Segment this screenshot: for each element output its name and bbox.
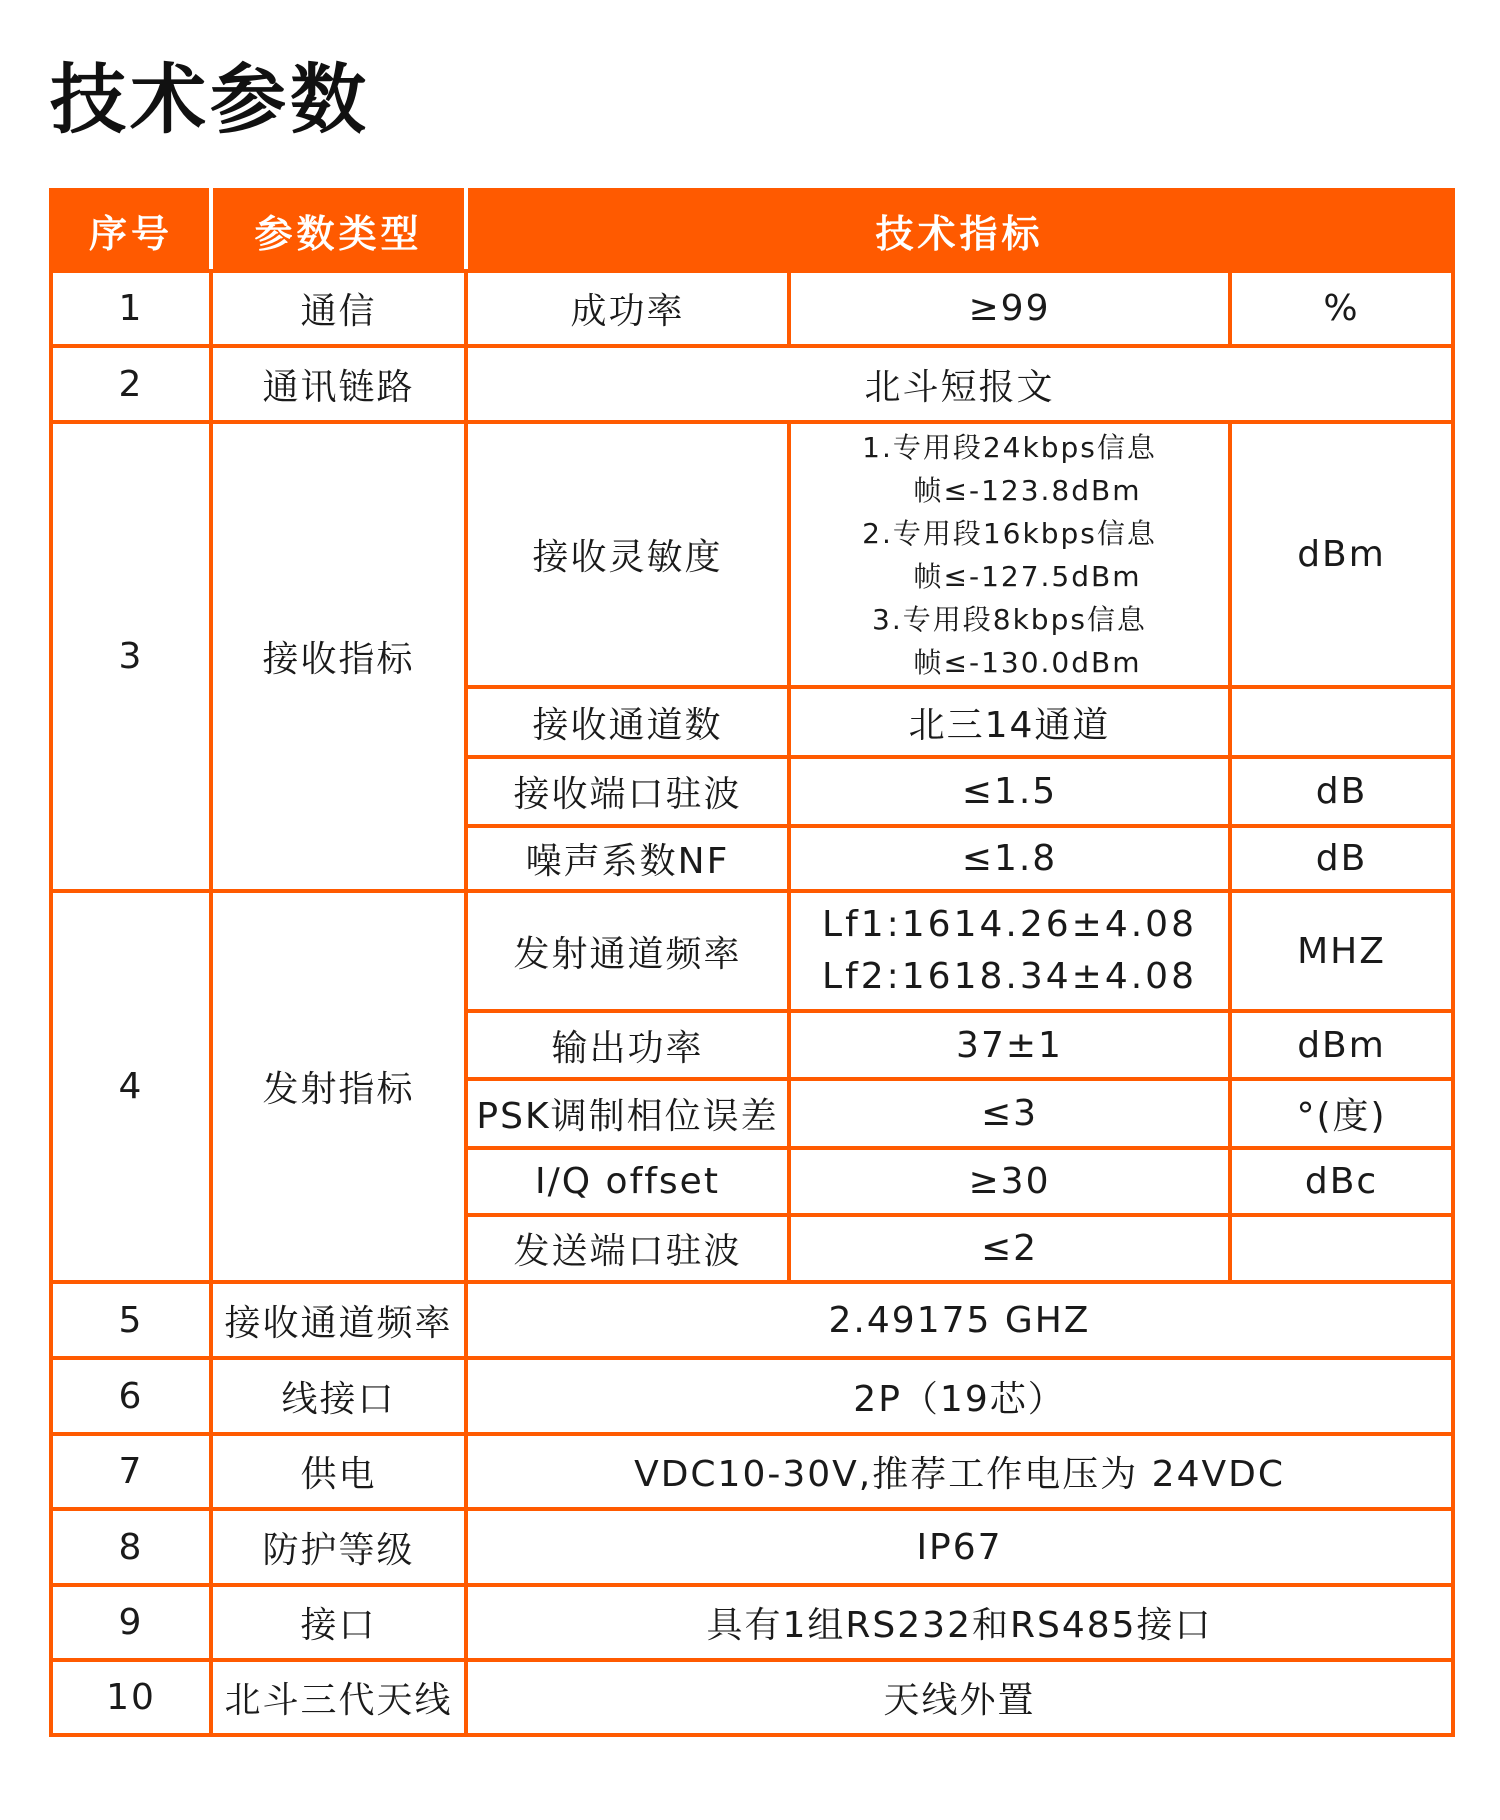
param-unit bbox=[1230, 687, 1453, 757]
table-header-row bbox=[51, 190, 1453, 271]
table-row bbox=[51, 422, 1453, 687]
freq-value bbox=[789, 891, 1230, 1011]
param-value: ≤1.8 bbox=[789, 826, 1230, 891]
param-value: 北三14通道 bbox=[789, 687, 1230, 757]
param-name: 输出功率 bbox=[466, 1011, 789, 1079]
row-type: 接收通道频率 bbox=[211, 1282, 466, 1358]
sensitivity-line: 帧≤-127.5dBm bbox=[913, 559, 1142, 593]
param-value: ≤3 bbox=[789, 1079, 1230, 1148]
row-no: 7 bbox=[51, 1434, 211, 1509]
sensitivity-line: 帧≤-123.8dBm bbox=[913, 473, 1142, 507]
row-value: 北斗短报文 bbox=[466, 346, 1453, 422]
param-unit: dBc bbox=[1230, 1148, 1453, 1215]
row-value: 具有1组RS232和RS485接口 bbox=[466, 1585, 1453, 1660]
param-unit: MHZ bbox=[1230, 891, 1453, 1011]
row-type: 接口 bbox=[211, 1585, 466, 1660]
param-name: 噪声系数NF bbox=[466, 826, 789, 891]
table-row bbox=[51, 1509, 1453, 1585]
header-type: 参数类型 bbox=[211, 190, 466, 271]
row-type: 线接口 bbox=[211, 1358, 466, 1434]
param-name: I/Q offset bbox=[466, 1148, 789, 1215]
table-row bbox=[51, 271, 1453, 346]
param-value: 37±1 bbox=[789, 1011, 1230, 1079]
param-value: ≥30 bbox=[789, 1148, 1230, 1215]
param-unit: % bbox=[1230, 271, 1453, 346]
table-row bbox=[51, 1434, 1453, 1509]
row-no: 9 bbox=[51, 1585, 211, 1660]
sensitivity-line: 2.专用段16kbps信息 bbox=[862, 516, 1157, 550]
row-type: 接收指标 bbox=[211, 422, 466, 891]
row-type: 北斗三代天线 bbox=[211, 1660, 466, 1735]
row-no: 2 bbox=[51, 346, 211, 422]
row-no: 4 bbox=[51, 891, 211, 1282]
table-row bbox=[51, 1358, 1453, 1434]
freq-line: Lf2:1618.34±4.08 bbox=[822, 956, 1197, 997]
header-spec: 技术指标 bbox=[466, 190, 1453, 271]
param-name: 接收端口驻波 bbox=[466, 757, 789, 826]
param-unit: dB bbox=[1230, 757, 1453, 826]
sensitivity-line: 帧≤-130.0dBm bbox=[913, 645, 1142, 679]
param-value: ≥99 bbox=[789, 271, 1230, 346]
param-name: 发射通道频率 bbox=[466, 891, 789, 1011]
param-value: ≤1.5 bbox=[789, 757, 1230, 826]
table-row bbox=[51, 346, 1453, 422]
param-unit bbox=[1230, 1215, 1453, 1282]
param-name: 接收通道数 bbox=[466, 687, 789, 757]
param-name: 发送端口驻波 bbox=[466, 1215, 789, 1282]
table-row bbox=[51, 1660, 1453, 1735]
param-value: ≤2 bbox=[789, 1215, 1230, 1282]
param-name: 成功率 bbox=[466, 271, 789, 346]
row-no: 3 bbox=[51, 422, 211, 891]
row-value: 天线外置 bbox=[466, 1660, 1453, 1735]
table-row bbox=[51, 891, 1453, 1011]
header-no: 序号 bbox=[51, 190, 211, 271]
param-name: 接收灵敏度 bbox=[466, 422, 789, 687]
sensitivity-value bbox=[789, 422, 1230, 687]
freq-line: Lf1:1614.26±4.08 bbox=[822, 904, 1197, 945]
table-row bbox=[51, 1585, 1453, 1660]
sensitivity-line: 1.专用段24kbps信息 bbox=[862, 430, 1157, 464]
row-no: 10 bbox=[51, 1660, 211, 1735]
sensitivity-line: 3.专用段8kbps信息 bbox=[872, 602, 1147, 636]
row-no: 5 bbox=[51, 1282, 211, 1358]
row-value: 2.49175 GHZ bbox=[466, 1282, 1453, 1358]
param-unit: °(度) bbox=[1230, 1079, 1453, 1148]
param-unit: dBm bbox=[1230, 422, 1453, 687]
row-no: 1 bbox=[51, 271, 211, 346]
param-unit: dBm bbox=[1230, 1011, 1453, 1079]
row-no: 8 bbox=[51, 1509, 211, 1585]
param-unit: dB bbox=[1230, 826, 1453, 891]
row-type: 通讯链路 bbox=[211, 346, 466, 422]
row-type: 通信 bbox=[211, 271, 466, 346]
row-type: 发射指标 bbox=[211, 891, 466, 1282]
row-no: 6 bbox=[51, 1358, 211, 1434]
row-value: VDC10-30V,推荐工作电压为 24VDC bbox=[466, 1434, 1453, 1509]
row-type: 供电 bbox=[211, 1434, 466, 1509]
row-type: 防护等级 bbox=[211, 1509, 466, 1585]
row-value: 2P（19芯） bbox=[466, 1358, 1453, 1434]
spec-table bbox=[49, 188, 1455, 1737]
page-title: 技术参数 bbox=[50, 55, 370, 144]
row-value: IP67 bbox=[466, 1509, 1453, 1585]
param-name: PSK调制相位误差 bbox=[466, 1079, 789, 1148]
table-row bbox=[51, 1282, 1453, 1358]
